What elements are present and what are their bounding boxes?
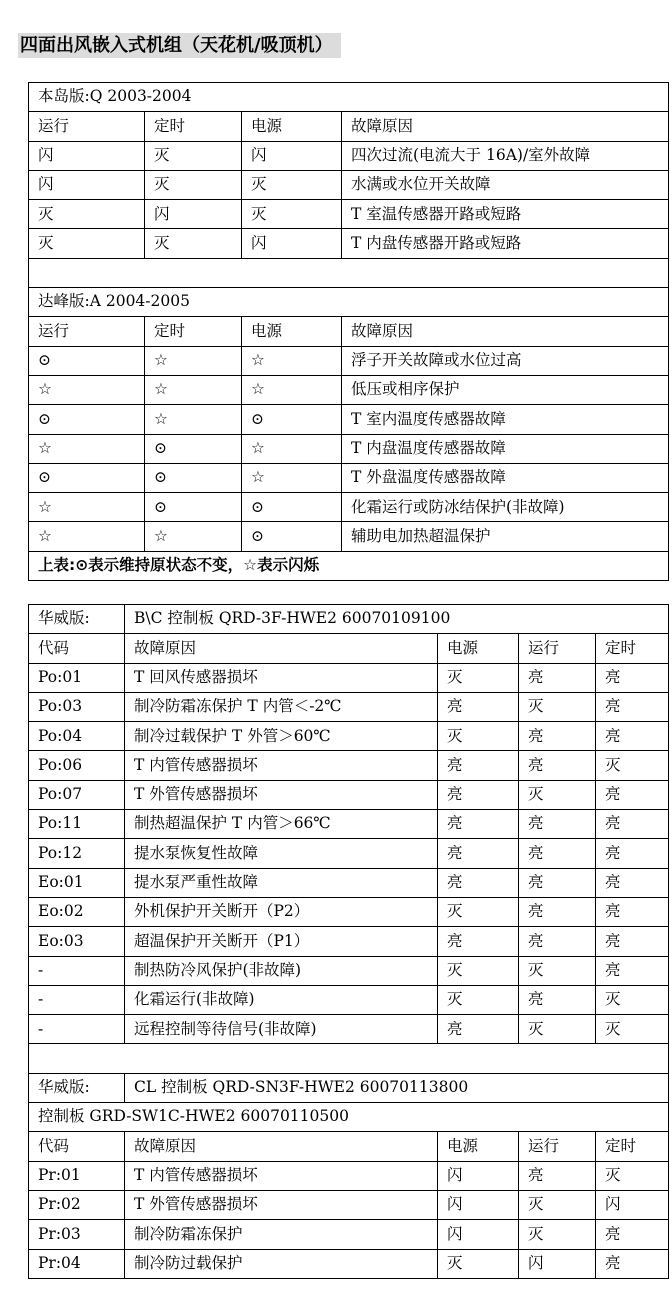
- run-cell: 灭: [519, 1220, 596, 1249]
- timer-cell: ⊙: [145, 463, 242, 492]
- table-row: [29, 200, 669, 229]
- power-cell: 亮: [438, 780, 519, 809]
- power-cell: ☆: [242, 375, 342, 404]
- table-row: [29, 434, 669, 463]
- blank-row: [29, 258, 669, 287]
- timer-cell: 亮: [596, 956, 669, 985]
- code-cell: Po:03: [29, 692, 125, 721]
- run-cell: 闪: [519, 1249, 596, 1278]
- cause-cell: T 内管传感器损坏: [125, 751, 438, 780]
- timer-header: 定时: [596, 634, 669, 663]
- table-row: [29, 1190, 669, 1219]
- table-row: [29, 751, 669, 780]
- run-cell: 亮: [519, 897, 596, 926]
- code-cell: -: [29, 985, 125, 1014]
- table-row: [29, 663, 669, 692]
- version-row: [29, 605, 669, 634]
- table-row: [29, 985, 669, 1014]
- board-model: 控制板 GRD-SW1C-HWE2 60070110500: [29, 1103, 669, 1132]
- table-row: [29, 229, 669, 258]
- version-label: 达峰版:A 2004-2005: [29, 288, 669, 317]
- power-cell: 灭: [438, 663, 519, 692]
- cause-cell: 外机保护开关断开（P2）: [125, 897, 438, 926]
- code-cell: Eo:01: [29, 868, 125, 897]
- power-header: 电源: [242, 112, 342, 141]
- power-cell: 灭: [438, 897, 519, 926]
- power-cell: 灭: [438, 985, 519, 1014]
- run-cell: 闪: [29, 141, 145, 170]
- cause-cell: 水满或水位开关故障: [342, 170, 669, 199]
- code-cell: Po:12: [29, 839, 125, 868]
- code-cell: Po:01: [29, 663, 125, 692]
- code-header: 代码: [29, 1132, 125, 1161]
- table-row: [29, 141, 669, 170]
- board-model: CL 控制板 QRD-SN3F-HWE2 60070113800: [125, 1073, 669, 1102]
- cause-header: 故障原因: [125, 634, 438, 663]
- cause-header: 故障原因: [342, 317, 669, 346]
- blank-cell: [29, 1044, 669, 1073]
- timer-cell: ☆: [145, 375, 242, 404]
- timer-cell: 亮: [596, 1220, 669, 1249]
- power-cell: 亮: [438, 751, 519, 780]
- cause-cell: 制冷过载保护 T 外管＞60℃: [125, 722, 438, 751]
- code-cell: Eo:03: [29, 927, 125, 956]
- run-header: 运行: [29, 112, 145, 141]
- version-row: [29, 1073, 669, 1102]
- timer-cell: 亮: [596, 810, 669, 839]
- code-cell: Po:11: [29, 810, 125, 839]
- cause-cell: T 内盘温度传感器故障: [342, 434, 669, 463]
- cause-cell: 远程控制等待信号(非故障): [125, 1015, 438, 1044]
- timer-cell: 灭: [145, 229, 242, 258]
- timer-cell: 亮: [596, 780, 669, 809]
- header-row: [29, 634, 669, 663]
- run-cell: 亮: [519, 722, 596, 751]
- timer-cell: 闪: [145, 200, 242, 229]
- run-cell: 灭: [519, 780, 596, 809]
- power-cell: 灭: [242, 200, 342, 229]
- timer-cell: 灭: [596, 1015, 669, 1044]
- table-row: [29, 346, 669, 375]
- code-cell: Po:07: [29, 780, 125, 809]
- cause-cell: 化霜运行或防冰结保护(非故障): [342, 493, 669, 522]
- board-model: B\C 控制板 QRD-3F-HWE2 60070109100: [125, 605, 669, 634]
- run-cell: ⊙: [29, 405, 145, 434]
- code-cell: Eo:02: [29, 897, 125, 926]
- code-cell: Pr:04: [29, 1249, 125, 1278]
- cause-cell: T 内管传感器损坏: [125, 1161, 438, 1190]
- timer-cell: 亮: [596, 897, 669, 926]
- power-cell: 亮: [438, 692, 519, 721]
- table-row: [29, 692, 669, 721]
- power-cell: ⊙: [242, 522, 342, 551]
- run-cell: 灭: [519, 956, 596, 985]
- run-cell: 亮: [519, 1161, 596, 1190]
- table-row: [29, 722, 669, 751]
- run-cell: 亮: [519, 810, 596, 839]
- timer-cell: ⊙: [145, 493, 242, 522]
- code-cell: -: [29, 1015, 125, 1044]
- cause-cell: T 外盘温度传感器故障: [342, 463, 669, 492]
- timer-cell: 亮: [596, 927, 669, 956]
- cause-cell: T 回风传感器损坏: [125, 663, 438, 692]
- timer-cell: ☆: [145, 346, 242, 375]
- code-cell: Pr:01: [29, 1161, 125, 1190]
- blank-cell: [29, 258, 669, 287]
- run-cell: ☆: [29, 522, 145, 551]
- run-cell: 亮: [519, 868, 596, 897]
- table-row: [29, 897, 669, 926]
- power-cell: 闪: [242, 141, 342, 170]
- timer-cell: ☆: [145, 405, 242, 434]
- table-row: [29, 839, 669, 868]
- timer-cell: ☆: [145, 522, 242, 551]
- run-header: 运行: [29, 317, 145, 346]
- run-cell: 亮: [519, 927, 596, 956]
- version-label: 华威版:: [29, 605, 125, 634]
- power-cell: 闪: [438, 1161, 519, 1190]
- cause-cell: T 内盘传感器开路或短路: [342, 229, 669, 258]
- power-cell: 闪: [438, 1190, 519, 1219]
- power-cell: ⊙: [242, 493, 342, 522]
- power-header: 电源: [438, 634, 519, 663]
- cause-cell: 浮子开关故障或水位过高: [342, 346, 669, 375]
- table-row: [29, 1015, 669, 1044]
- table-row: [29, 1249, 669, 1278]
- run-cell: 亮: [519, 839, 596, 868]
- power-cell: 闪: [242, 229, 342, 258]
- cause-cell: 低压或相序保护: [342, 375, 669, 404]
- run-cell: 亮: [519, 751, 596, 780]
- power-cell: 灭: [438, 722, 519, 751]
- run-header: 运行: [519, 1132, 596, 1161]
- timer-cell: 亮: [596, 692, 669, 721]
- cause-cell: T 外管传感器损坏: [125, 780, 438, 809]
- power-cell: ☆: [242, 463, 342, 492]
- cause-cell: 提水泵恢复性故障: [125, 839, 438, 868]
- run-cell: ⊙: [29, 346, 145, 375]
- version-row: [29, 288, 669, 317]
- timer-cell: 闪: [596, 1190, 669, 1219]
- power-cell: 亮: [438, 810, 519, 839]
- fault-table-huawei: [28, 604, 669, 1279]
- cause-cell: 四次过流(电流大于 16A)/室外故障: [342, 141, 669, 170]
- timer-cell: ⊙: [145, 434, 242, 463]
- cause-cell: 制热防冷风保护(非故障): [125, 956, 438, 985]
- run-cell: ⊙: [29, 463, 145, 492]
- cause-cell: 化霜运行(非故障): [125, 985, 438, 1014]
- cause-cell: T 外管传感器损坏: [125, 1190, 438, 1219]
- power-cell: 灭: [438, 956, 519, 985]
- legend-note: 上表:⊙表示维持原状态不变，☆表示闪烁: [29, 551, 669, 580]
- run-cell: 灭: [519, 1190, 596, 1219]
- cause-cell: 辅助电加热超温保护: [342, 522, 669, 551]
- board-row: [29, 1103, 669, 1132]
- version-label: 华威版:: [29, 1073, 125, 1102]
- cause-cell: 制冷防霜冻保护 T 内管＜-2℃: [125, 692, 438, 721]
- table-row: [29, 927, 669, 956]
- code-cell: Po:04: [29, 722, 125, 751]
- page-title: 四面出风嵌入式机组（天花机/吸顶机）: [18, 33, 341, 58]
- timer-cell: 灭: [596, 751, 669, 780]
- code-cell: -: [29, 956, 125, 985]
- code-cell: Pr:03: [29, 1220, 125, 1249]
- timer-cell: 灭: [145, 170, 242, 199]
- code-header: 代码: [29, 634, 125, 663]
- table-row: [29, 1220, 669, 1249]
- header-row: [29, 317, 669, 346]
- power-cell: 亮: [438, 1015, 519, 1044]
- table-row: [29, 375, 669, 404]
- table-row: [29, 522, 669, 551]
- cause-cell: 制冷防霜冻保护: [125, 1220, 438, 1249]
- blank-row: [29, 1044, 669, 1073]
- run-cell: 灭: [519, 1015, 596, 1044]
- table-row: [29, 1161, 669, 1190]
- power-cell: ☆: [242, 434, 342, 463]
- cause-cell: 制冷防过载保护: [125, 1249, 438, 1278]
- version-row: [29, 83, 669, 112]
- code-cell: Po:06: [29, 751, 125, 780]
- table-row: [29, 956, 669, 985]
- table-row: [29, 810, 669, 839]
- run-cell: ☆: [29, 493, 145, 522]
- power-cell: 亮: [438, 839, 519, 868]
- timer-cell: 亮: [596, 1249, 669, 1278]
- timer-cell: 亮: [596, 839, 669, 868]
- cause-cell: 制热超温保护 T 内管＞66℃: [125, 810, 438, 839]
- note-row: [29, 551, 669, 580]
- cause-header: 故障原因: [125, 1132, 438, 1161]
- table-row: [29, 463, 669, 492]
- power-cell: 闪: [438, 1220, 519, 1249]
- cause-header: 故障原因: [342, 112, 669, 141]
- power-cell: 亮: [438, 868, 519, 897]
- cause-cell: T 室温传感器开路或短路: [342, 200, 669, 229]
- power-header: 电源: [242, 317, 342, 346]
- cause-cell: 提水泵严重性故障: [125, 868, 438, 897]
- power-cell: 灭: [438, 1249, 519, 1278]
- timer-cell: 灭: [596, 1161, 669, 1190]
- cause-cell: 超温保护开关断开（P1）: [125, 927, 438, 956]
- run-cell: ☆: [29, 434, 145, 463]
- table-row: [29, 405, 669, 434]
- fault-table-bendao-dafeng: [28, 82, 669, 581]
- run-cell: 灭: [29, 200, 145, 229]
- power-cell: ⊙: [242, 405, 342, 434]
- timer-cell: 亮: [596, 722, 669, 751]
- power-header: 电源: [438, 1132, 519, 1161]
- table-row: [29, 868, 669, 897]
- timer-cell: 亮: [596, 663, 669, 692]
- run-cell: 灭: [519, 692, 596, 721]
- version-label: 本岛版:Q 2003-2004: [29, 83, 669, 112]
- run-header: 运行: [519, 634, 596, 663]
- table-row: [29, 170, 669, 199]
- timer-header: 定时: [596, 1132, 669, 1161]
- cause-cell: T 室内温度传感器故障: [342, 405, 669, 434]
- run-cell: 灭: [29, 229, 145, 258]
- run-cell: 亮: [519, 663, 596, 692]
- power-cell: 灭: [242, 170, 342, 199]
- timer-header: 定时: [145, 112, 242, 141]
- power-cell: ☆: [242, 346, 342, 375]
- run-cell: 闪: [29, 170, 145, 199]
- timer-cell: 灭: [145, 141, 242, 170]
- table-row: [29, 780, 669, 809]
- timer-cell: 亮: [596, 868, 669, 897]
- header-row: [29, 1132, 669, 1161]
- run-cell: 亮: [519, 985, 596, 1014]
- code-cell: Pr:02: [29, 1190, 125, 1219]
- header-row: [29, 112, 669, 141]
- power-cell: 亮: [438, 927, 519, 956]
- timer-header: 定时: [145, 317, 242, 346]
- timer-cell: 灭: [596, 985, 669, 1014]
- run-cell: ☆: [29, 375, 145, 404]
- table-row: [29, 493, 669, 522]
